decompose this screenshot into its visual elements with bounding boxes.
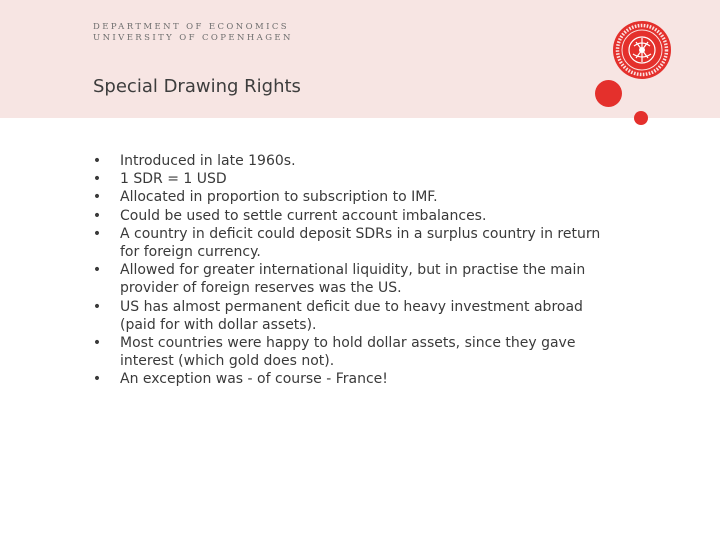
bullet-list <box>90 152 610 389</box>
bullet-text: Could be used to settle current account imbalances. <box>120 207 487 224</box>
decor-dot-small <box>634 111 648 125</box>
bullet-text: Most countries were happy to hold dollar assets, since they gave interest (which gold does not). <box>120 335 576 370</box>
bullet-marker: • <box>92 298 102 315</box>
bullet-marker: • <box>92 262 102 279</box>
bullet-item <box>90 370 610 388</box>
bullet-text: 1 SDR = 1 USD <box>120 171 227 188</box>
bullet-marker: • <box>92 371 102 388</box>
university-name: UNIVERSITY OF COPENHAGEN <box>93 33 293 43</box>
university-seal-icon <box>612 20 672 80</box>
bullet-item <box>90 170 610 188</box>
bullet-item <box>90 298 610 334</box>
bullet-item <box>90 152 610 170</box>
department-heading <box>93 22 293 44</box>
bullet-item <box>90 188 610 206</box>
bullet-item <box>90 207 610 225</box>
bullet-item <box>90 261 610 297</box>
slide-title: Special Drawing Rights <box>93 76 301 97</box>
bullet-marker: • <box>92 207 102 224</box>
bullet-marker: • <box>92 171 102 188</box>
bullet-text: US has almost permanent deficit due to heavy investment abroad (paid for with dollar assets). <box>120 298 583 333</box>
bullet-marker: • <box>92 335 102 352</box>
bullet-item <box>90 225 610 261</box>
slide-header <box>0 0 720 118</box>
bullet-text: A country in deficit could deposit SDRs in a surplus country in return for foreign currency. <box>120 225 601 261</box>
bullet-text: An exception was - of course - France! <box>120 371 388 388</box>
bullet-text: Introduced in late 1960s. <box>120 153 296 169</box>
bullet-text: Allowed for greater international liquidity, but in practise the main provider of foreign reserves was the US. <box>120 262 586 297</box>
bullet-text: Allocated in proportion to subscription to IMF. <box>120 189 438 206</box>
bullet-item <box>90 334 610 370</box>
department-name: DEPARTMENT OF ECONOMICS <box>93 22 289 32</box>
decor-dot-large <box>595 80 622 107</box>
bullet-marker: • <box>92 225 102 242</box>
bullet-marker: • <box>92 189 102 206</box>
bullet-marker: • <box>92 153 102 169</box>
